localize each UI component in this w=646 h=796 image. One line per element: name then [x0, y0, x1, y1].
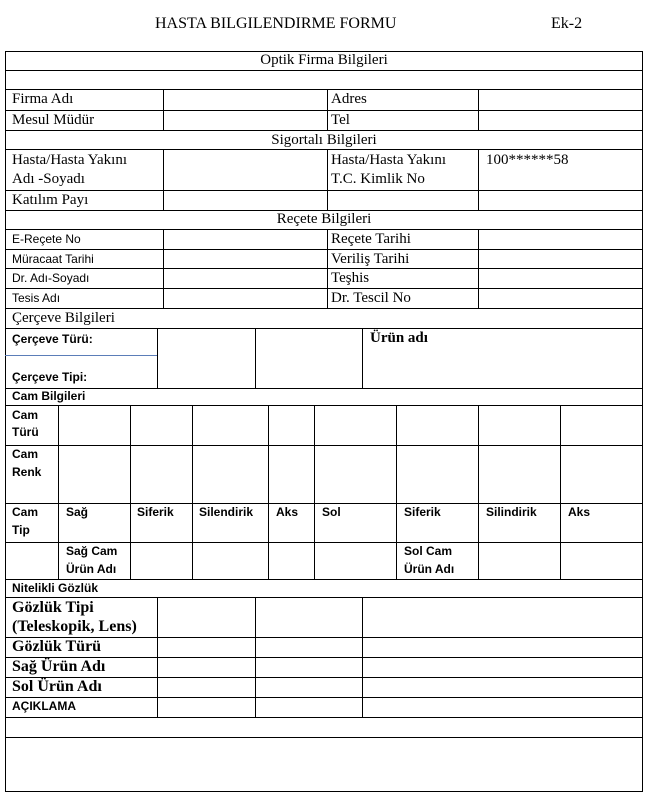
label-sag-cam-1: Sağ Cam	[66, 544, 118, 558]
label-e-recete-no: E-Reçete No	[12, 232, 81, 246]
section-optik: Optik Firma Bilgileri	[260, 52, 388, 68]
label-sag-cam-2: Ürün Adı	[66, 562, 117, 576]
label-cam-renk-2: Renk	[12, 465, 42, 479]
row-line	[5, 717, 643, 718]
label-hasta-adi-1: Hasta/Hasta Yakını	[12, 152, 127, 168]
col-line	[192, 405, 193, 579]
col-line	[478, 229, 479, 308]
col-line	[130, 405, 131, 579]
col-line	[396, 405, 397, 579]
label-aciklama: AÇIKLAMA	[12, 699, 76, 713]
row-line	[5, 542, 643, 543]
label-siferik-sol: Siferik	[404, 505, 441, 519]
label-cam-turu-1: Cam	[12, 408, 39, 422]
label-muracaat-tarihi: Müracaat Tarihi	[12, 252, 94, 266]
label-sol-cam-2: Ürün Adı	[404, 562, 455, 576]
col-line	[157, 328, 158, 388]
col-line	[478, 405, 479, 579]
label-katilim-payi: Katılım Payı	[12, 192, 89, 208]
label-sol-urun: Sol Ürün Adı	[12, 678, 102, 695]
label-cam-renk-1: Cam	[12, 447, 39, 461]
section-recete: Reçete Bilgileri	[276, 211, 372, 227]
row-line	[5, 697, 643, 698]
label-siferik-sag: Siferik	[137, 505, 174, 519]
label-mesul-mudur: Mesul Müdür	[12, 112, 95, 128]
label-cam-turu-2: Türü	[12, 425, 39, 439]
label-dr-tescil: Dr. Tescil No	[331, 290, 411, 306]
label-adres: Adres	[331, 91, 367, 107]
row-line	[5, 70, 643, 71]
label-silendirik: Silendirik	[199, 505, 254, 519]
label-hasta-tc-1: Hasta/Hasta Yakını	[331, 152, 446, 168]
label-hasta-tc-2: T.C. Kimlik No	[331, 171, 425, 187]
row-line	[5, 388, 643, 389]
row-line	[5, 249, 643, 250]
row-line	[5, 308, 643, 309]
label-gozluk-turu: Gözlük Türü	[12, 638, 102, 655]
annex-label: Ek-2	[551, 15, 583, 32]
col-line	[362, 597, 363, 717]
label-hasta-adi-2: Adı -Soyadı	[12, 171, 85, 187]
row-line	[5, 89, 643, 90]
section-nitelikli: Nitelikli Gözlük	[12, 581, 99, 595]
label-tel: Tel	[331, 112, 350, 128]
row-line	[5, 130, 643, 131]
col-line	[314, 405, 315, 579]
label-recete-tarihi: Reçete Tarihi	[331, 231, 411, 247]
col-line	[268, 405, 269, 579]
label-aks-sol: Aks	[568, 505, 591, 519]
label-teshis: Teşhis	[331, 270, 370, 286]
col-line	[478, 89, 479, 130]
row-line	[5, 288, 643, 289]
col-line	[255, 597, 256, 717]
col-line	[163, 229, 164, 308]
col-line	[327, 89, 328, 130]
label-firma-adi: Firma Adı	[12, 91, 74, 107]
row-line	[5, 579, 643, 580]
col-line	[478, 149, 479, 210]
col-line	[163, 149, 164, 210]
section-cam: Cam Bilgileri	[12, 389, 86, 403]
form-title: HASTA BILGILENDIRME FORMU	[155, 15, 397, 32]
row-line	[5, 405, 643, 406]
label-sag-urun: Sağ Ürün Adı	[12, 658, 106, 675]
row-line	[5, 737, 643, 738]
label-cam-tip-2: Tip	[12, 523, 30, 537]
label-sol-cam-1: Sol Cam	[404, 544, 453, 558]
row-line	[5, 149, 643, 150]
tc-value[interactable]: 100******58	[486, 152, 569, 168]
col-line	[157, 597, 158, 717]
col-line	[327, 229, 328, 308]
row-line	[5, 503, 643, 504]
row-line	[5, 328, 643, 329]
blue-underline	[5, 355, 157, 356]
row-line	[5, 229, 643, 230]
label-gozluk-tipi-2: (Teleskopik, Lens)	[12, 618, 137, 635]
row-line	[5, 268, 643, 269]
col-line	[327, 149, 328, 210]
col-line	[560, 405, 561, 579]
label-aks-sag: Aks	[276, 505, 299, 519]
label-cam-tip-1: Cam	[12, 505, 39, 519]
col-line	[255, 328, 256, 388]
label-silindirik: Silindirik	[486, 505, 537, 519]
col-line	[58, 405, 59, 579]
label-sag: Sağ	[66, 505, 89, 519]
label-gozluk-tipi-1: Gözlük Tipi	[12, 599, 94, 616]
label-dr-adi: Dr. Adı-Soyadı	[12, 271, 90, 285]
label-sol: Sol	[322, 505, 341, 519]
col-line	[163, 89, 164, 130]
label-cerceve-turu: Çerçeve Türü:	[12, 332, 93, 346]
label-cerceve-tipi: Çerçeve Tipi:	[12, 370, 88, 384]
row-line	[5, 597, 643, 598]
section-sigortali: Sigortalı Bilgileri	[271, 132, 377, 148]
section-cerceve: Çerçeve Bilgileri	[12, 310, 115, 326]
col-line	[362, 328, 363, 388]
label-verilis-tarihi: Veriliş Tarihi	[331, 251, 410, 267]
row-line	[5, 445, 643, 446]
label-urun-adi: Ürün adı	[370, 330, 428, 346]
row-line	[5, 110, 643, 111]
row-line	[5, 190, 643, 191]
label-tesis-adi: Tesis Adı	[12, 291, 61, 305]
